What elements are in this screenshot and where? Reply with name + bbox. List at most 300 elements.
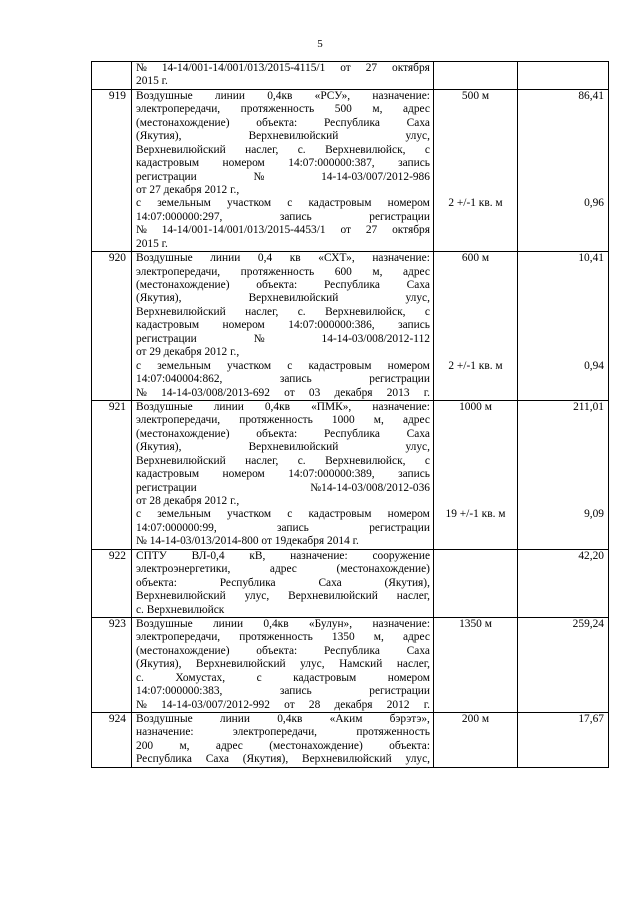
word: улус, — [405, 753, 430, 766]
description-line: от 27 декабря 2012 г., — [136, 183, 240, 196]
extent-value-blank — [434, 373, 517, 386]
justified-line — [136, 224, 430, 237]
word: Верхневилюйск, — [325, 454, 406, 467]
cost-value-cell — [518, 252, 609, 401]
page-number: 5 — [317, 38, 323, 50]
row-number: 921 — [92, 400, 132, 549]
cost-value-blank — [518, 319, 608, 332]
cost-value-blank — [518, 62, 608, 75]
extent-value-blank — [434, 238, 517, 251]
word: бэрэтэ», — [389, 713, 430, 725]
word: с — [287, 359, 293, 372]
word: №14-14-03/008/2012-036 — [310, 481, 430, 494]
word: наслег, — [245, 454, 279, 467]
cost-value-blank — [518, 455, 608, 468]
extent-value-blank — [434, 535, 517, 548]
word: м, — [373, 414, 384, 427]
justified-line — [136, 631, 430, 644]
justified-line — [136, 401, 430, 414]
justified-line — [136, 726, 430, 739]
table-row — [92, 549, 609, 617]
justified-line — [136, 685, 430, 698]
cost-value-blank — [518, 645, 608, 658]
word: 14-14-03/008/2013-692 — [161, 386, 270, 399]
extent-value-blank — [434, 319, 517, 332]
justified-line — [136, 713, 430, 726]
word: с — [136, 359, 142, 372]
cost-value-cell — [518, 549, 609, 617]
word: Верхневилюйский — [248, 292, 339, 305]
word: кадастровым — [136, 468, 200, 481]
word: (Якутия), — [242, 753, 289, 766]
extent-value-blank — [434, 550, 517, 563]
cost-value-blank — [518, 224, 608, 237]
extent-value-blank — [434, 266, 517, 279]
word: № — [253, 332, 265, 345]
word: электропередачи, — [136, 631, 221, 644]
description-line — [136, 62, 430, 75]
description-line — [136, 360, 430, 373]
extent-value-blank — [434, 441, 517, 454]
word: Республика — [323, 427, 380, 440]
word: (местонахождение) — [136, 116, 230, 129]
word: назначение: — [136, 726, 194, 739]
cost-value-blank — [518, 279, 608, 292]
extent-value-blank — [434, 224, 517, 237]
word: м, — [372, 265, 383, 278]
table-row — [92, 89, 609, 251]
word: запись — [279, 685, 312, 698]
word: 14:07:000000:386, — [288, 319, 375, 332]
row-number: 924 — [92, 713, 132, 768]
word: Хомустах, — [175, 671, 226, 684]
word: запись — [277, 521, 309, 534]
word: земельным — [157, 508, 211, 521]
word: Воздушные — [136, 89, 193, 102]
word: «Булун», — [308, 617, 353, 630]
word: октября — [392, 62, 430, 74]
word: 14:07:000000:297, — [136, 210, 223, 223]
word: Воздушные — [136, 400, 193, 413]
word: Верхневилюйский — [136, 590, 226, 603]
word: 14-14/001-14/001/013/2015-4453/1 — [161, 224, 326, 237]
word: 2013 — [386, 386, 410, 399]
justified-line — [136, 211, 430, 224]
cost-value-blank — [518, 346, 608, 359]
cost-value-blank — [518, 144, 608, 157]
cost-value-blank — [518, 103, 608, 116]
word: запись — [398, 157, 430, 170]
word: г. — [423, 386, 430, 399]
word: № — [136, 698, 147, 711]
word: 14-14-03/007/2012-986 — [321, 170, 430, 183]
word: Саха — [406, 644, 430, 657]
word: регистрации — [369, 373, 430, 386]
word: Воздушные — [136, 713, 193, 725]
justified-line — [136, 522, 430, 535]
word: Республика — [323, 644, 380, 657]
description-line — [136, 685, 430, 698]
description-line: от 28 декабря 2012 г., — [136, 495, 240, 507]
description-line — [136, 645, 430, 658]
word: объекта: — [256, 279, 298, 291]
word: с — [287, 508, 293, 521]
word: (местонахождение) — [136, 644, 230, 657]
cost-value-blank — [518, 238, 608, 251]
cost-value-blank — [518, 130, 608, 143]
description-line — [136, 631, 430, 644]
description-line — [136, 103, 430, 116]
justified-line — [136, 740, 430, 753]
word: 14:07:000000:389, — [288, 468, 375, 481]
word: № — [136, 224, 147, 237]
word: (местонахождение) — [336, 563, 430, 576]
word: 200 — [136, 739, 154, 752]
description-line — [136, 224, 430, 237]
word: Воздушные — [136, 252, 193, 265]
word: «ПМК», — [311, 400, 352, 413]
word: кадастровым — [308, 197, 372, 210]
table-row — [92, 713, 609, 768]
description-line: № 14-14-03/013/2014-800 от 19декабря 2014 г. — [136, 535, 359, 548]
word: (местонахождение) — [269, 739, 363, 752]
cost-value-cell — [518, 89, 609, 251]
object-description — [132, 400, 434, 549]
word: с — [424, 454, 430, 467]
cost-value-blank — [518, 522, 608, 535]
justified-line — [136, 157, 430, 170]
word: № — [253, 170, 265, 183]
justified-line — [136, 414, 430, 427]
word: Республика — [219, 576, 276, 589]
word: улус, — [244, 590, 270, 603]
extent-value-blank — [434, 753, 517, 766]
cost-value: 0,96 — [584, 197, 604, 210]
cost-value-blank — [518, 333, 608, 346]
description-line — [136, 266, 430, 279]
word: номером — [387, 671, 430, 684]
extent-value-blank — [434, 428, 517, 441]
cost-value-cell — [518, 617, 609, 712]
cost-value-blank — [518, 495, 608, 508]
extent-value-blank — [434, 645, 517, 658]
cost-value-blank — [518, 590, 608, 603]
word: Верхневилюйский — [136, 454, 226, 467]
cost-value-blank — [518, 753, 608, 766]
extent-value-blank — [434, 144, 517, 157]
word: участком — [226, 508, 272, 521]
description-line — [136, 658, 430, 671]
word: регистрации — [136, 481, 197, 494]
word: м, — [373, 631, 384, 644]
word: Республика — [323, 279, 380, 291]
justified-line — [136, 468, 430, 481]
word: Воздушные — [136, 617, 193, 630]
word: 0,4 — [257, 252, 273, 265]
cost-value-blank — [518, 428, 608, 441]
cost-value-blank — [518, 306, 608, 319]
description-line — [136, 577, 430, 590]
cost-value-cell — [518, 400, 609, 549]
cost-value-blank — [518, 157, 608, 170]
word: номером — [222, 468, 265, 481]
word: земельным — [157, 197, 211, 210]
justified-line — [136, 319, 430, 332]
word: (местонахождение) — [136, 279, 230, 291]
word: кв — [289, 252, 301, 265]
word: запись — [279, 210, 312, 223]
word: с — [287, 197, 293, 210]
extent-value-blank — [434, 62, 517, 75]
extent-value-blank — [434, 590, 517, 603]
word: с — [136, 508, 142, 521]
table-row — [92, 62, 609, 90]
extent-value-blank — [434, 387, 517, 400]
word: (Якутия), — [136, 658, 182, 671]
table-row — [92, 617, 609, 712]
word: номером — [222, 157, 265, 170]
word: объекта: — [256, 427, 298, 440]
extent-value-blank — [434, 726, 517, 739]
justified-line — [136, 645, 430, 658]
justified-line — [136, 90, 430, 103]
word: Верхневилюйский — [288, 590, 378, 603]
table-row — [92, 400, 609, 549]
justified-line — [136, 252, 430, 265]
word: адрес — [402, 414, 430, 427]
word: Верхневилюйск, — [325, 305, 406, 318]
word: 27 — [365, 62, 378, 74]
extent-value-blank — [434, 482, 517, 495]
word: наслег, — [245, 305, 279, 318]
justified-line — [136, 428, 430, 441]
extent-value-blank — [434, 157, 517, 170]
registry-body — [92, 62, 609, 768]
cost-value-blank — [518, 631, 608, 644]
word: адрес — [403, 103, 430, 116]
extent-value-blank — [434, 672, 517, 685]
justified-line — [136, 360, 430, 373]
description-line — [136, 252, 430, 265]
word: объекта: — [256, 644, 298, 657]
word: м, — [372, 103, 383, 116]
description-line — [136, 306, 430, 319]
extent-value-blank — [434, 740, 517, 753]
word: кВ, — [249, 549, 266, 562]
extent-value-blank — [434, 306, 517, 319]
description-line — [136, 726, 430, 739]
description-line — [136, 468, 430, 481]
object-description — [132, 89, 434, 251]
justified-line — [136, 658, 430, 671]
word: регистрации — [369, 685, 430, 698]
cost-value-cell — [518, 62, 609, 90]
word: кадастровым — [308, 359, 372, 372]
cost-value-blank — [518, 577, 608, 590]
justified-line — [136, 441, 430, 454]
description-line — [136, 333, 430, 346]
cost-value-blank — [518, 699, 608, 712]
property-registry-table — [91, 61, 609, 768]
word: 28 — [308, 698, 321, 711]
description-line: от 29 декабря 2012 г., — [136, 346, 240, 359]
word: 27 — [365, 224, 378, 237]
cost-value-blank — [518, 468, 608, 481]
word: электроэнергетики, — [136, 563, 231, 576]
description-line — [136, 713, 430, 726]
extent-value-blank — [434, 184, 517, 197]
word: запись — [398, 468, 430, 481]
word: адрес — [402, 631, 430, 644]
description-line — [136, 373, 430, 386]
word: № — [136, 62, 147, 74]
cost-value-blank — [518, 726, 608, 739]
description-line — [136, 482, 430, 495]
word: земельным — [157, 359, 211, 372]
extent-value-cell — [434, 400, 518, 549]
word: протяженность — [239, 414, 313, 427]
cost-value-blank — [518, 292, 608, 305]
word: участком — [226, 359, 272, 372]
extent-value-blank — [434, 292, 517, 305]
word: с. — [297, 305, 306, 318]
row-number: 919 — [92, 89, 132, 251]
word: Саха — [406, 116, 430, 129]
word: регистрации — [369, 210, 430, 223]
word: с — [256, 671, 262, 684]
word: декабря — [334, 698, 373, 711]
word: линии — [213, 617, 244, 630]
description-line — [136, 414, 430, 427]
extent-value-blank — [434, 279, 517, 292]
word: с — [424, 305, 430, 318]
word: Верхневилюйский — [248, 441, 339, 454]
word: ВЛ-0,4 — [191, 549, 225, 562]
description-line — [136, 211, 430, 224]
word: номером — [387, 508, 430, 521]
description-line — [136, 319, 430, 332]
word: улус, — [405, 441, 430, 454]
word: «РСУ», — [314, 89, 351, 102]
word: «Аким — [329, 713, 363, 725]
word: (Якутия), — [136, 130, 182, 143]
justified-line — [136, 550, 430, 563]
word: адрес — [269, 563, 297, 576]
description-line — [136, 197, 430, 210]
word: 14:07:040004:862, — [136, 373, 223, 386]
description-line — [136, 441, 430, 454]
description-line — [136, 455, 430, 468]
extent-value-blank — [434, 117, 517, 130]
word: протяженность — [356, 726, 430, 739]
extent-value-blank — [434, 75, 517, 88]
cost-value-blank — [518, 604, 608, 617]
word: с — [424, 143, 430, 156]
justified-line — [136, 117, 430, 130]
extent-value-blank — [434, 468, 517, 481]
cost-value-blank — [518, 740, 608, 753]
cost-value-blank — [518, 535, 608, 548]
justified-line — [136, 130, 430, 143]
word: 03 — [308, 386, 321, 399]
extent-value-blank — [434, 685, 517, 698]
word: 0,4кв — [277, 713, 303, 725]
description-line — [136, 740, 430, 753]
cost-value: 42,20 — [578, 549, 604, 562]
extent-value: 500 м — [461, 89, 490, 102]
word: регистрации — [136, 332, 197, 345]
word: 600 — [334, 265, 352, 278]
cost-value: 10,41 — [578, 252, 604, 265]
extent-value-blank — [434, 577, 517, 590]
word: Верхневилюйский — [248, 130, 339, 143]
description-line — [136, 144, 430, 157]
word: от — [340, 62, 351, 74]
word: 2012 — [386, 698, 410, 711]
cost-value-blank — [518, 266, 608, 279]
word: номером — [222, 319, 265, 332]
word: г. — [423, 698, 430, 711]
word: 500 — [334, 103, 352, 116]
object-description — [132, 713, 434, 768]
extent-value-blank — [434, 699, 517, 712]
word: с — [136, 197, 142, 210]
word: протяженность — [240, 265, 315, 278]
word: кадастровым — [136, 319, 200, 332]
row-number: 922 — [92, 549, 132, 617]
cost-value: 259,24 — [572, 617, 604, 630]
justified-line — [136, 455, 430, 468]
word: электропередачи, — [136, 265, 221, 278]
extent-value-cell — [434, 549, 518, 617]
cost-value-blank — [518, 482, 608, 495]
justified-line — [136, 292, 430, 305]
justified-line — [136, 387, 430, 400]
cost-value: 17,67 — [578, 713, 604, 725]
row-number: 920 — [92, 252, 132, 401]
word: (Якутия), — [384, 576, 430, 589]
description-line — [136, 90, 430, 103]
justified-line — [136, 699, 430, 712]
description-line — [136, 387, 430, 400]
object-description — [132, 62, 434, 90]
word: от — [284, 698, 295, 711]
cost-value-cell — [518, 713, 609, 768]
extent-value: 19 +/-1 кв. м — [445, 508, 506, 521]
justified-line — [136, 306, 430, 319]
description-line — [136, 401, 430, 414]
word: Республика — [136, 753, 192, 766]
description-line — [136, 590, 430, 603]
word: 14:07:000000:383, — [136, 685, 223, 698]
extent-value-blank — [434, 455, 517, 468]
word: наслег, — [396, 658, 430, 671]
row-number: 923 — [92, 617, 132, 712]
justified-line — [136, 577, 430, 590]
extent-value-cell — [434, 62, 518, 90]
justified-line — [136, 672, 430, 685]
extent-value-cell — [434, 89, 518, 251]
cost-value: 0,94 — [584, 359, 604, 372]
word: СПТУ — [136, 549, 167, 562]
word: участком — [226, 197, 272, 210]
word: номером — [387, 359, 430, 372]
word: адрес — [215, 739, 243, 752]
word: 0,4кв — [267, 89, 293, 102]
justified-line — [136, 144, 430, 157]
word: 14-14-03/007/2012-992 — [161, 698, 270, 711]
extent-value-blank — [434, 604, 517, 617]
